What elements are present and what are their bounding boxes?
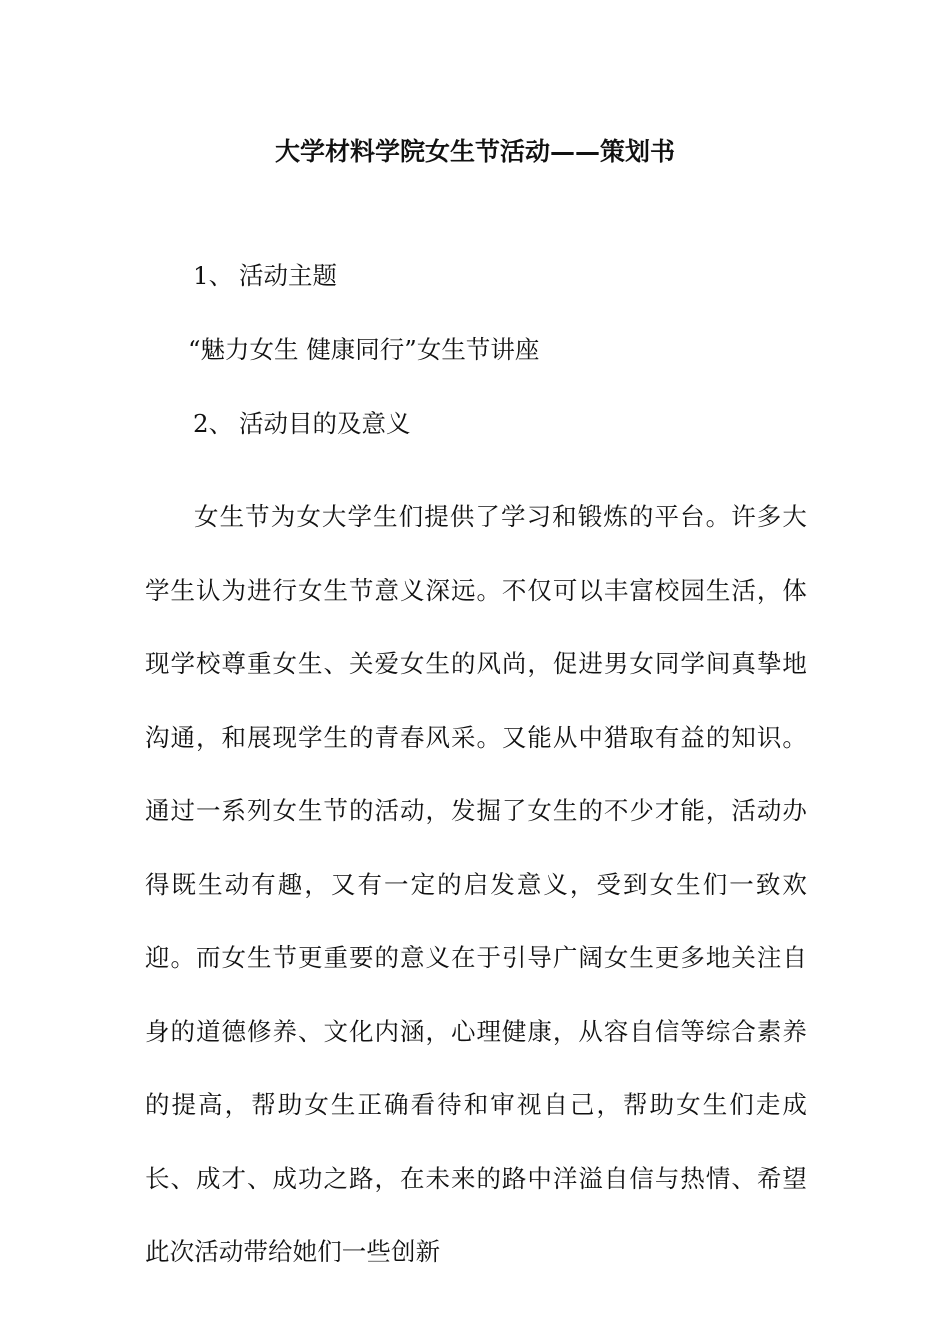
- section-1-heading: [193, 258, 337, 294]
- section-1-number: 1、: [193, 261, 234, 290]
- section-2-number: 2、: [193, 409, 234, 438]
- section-1-title: 活动主题: [239, 261, 337, 290]
- section-1-content: “魅力女生 健康同行”女生节讲座: [188, 335, 540, 364]
- section-2-title: 活动目的及意义: [239, 409, 411, 438]
- section-2-heading: [193, 406, 411, 442]
- document-title: 大学材料学院女生节活动——策划书: [274, 137, 675, 166]
- section-2-paragraph: 女生节为女大学生们提供了学习和锻炼的平台。许多大学生认为进行女生节意义深远。不仅可以丰富校园生活，体现学校尊重女生、关爱女生的风尚，促进男女同学间真挚地沟通，和展现学生的青春风采。又能从中猎取有益的知识。通过一系列女生节的活动，发掘了女生的不少才能，活动办得既生动有趣，又有一定的启发意义，受到女生们一致欢迎。而女生节更重要的意义在于引导广阔女生更多地关注自身的道德修养、文化内涵，心理健康，从容自信等综合素养的提高，帮助女生正确看待和审视自己，帮助女生们走成长、成才、成功之路，在未来的路中洋溢自信与热情、希望此次活动带给她们一些创新: [145, 502, 807, 1266]
